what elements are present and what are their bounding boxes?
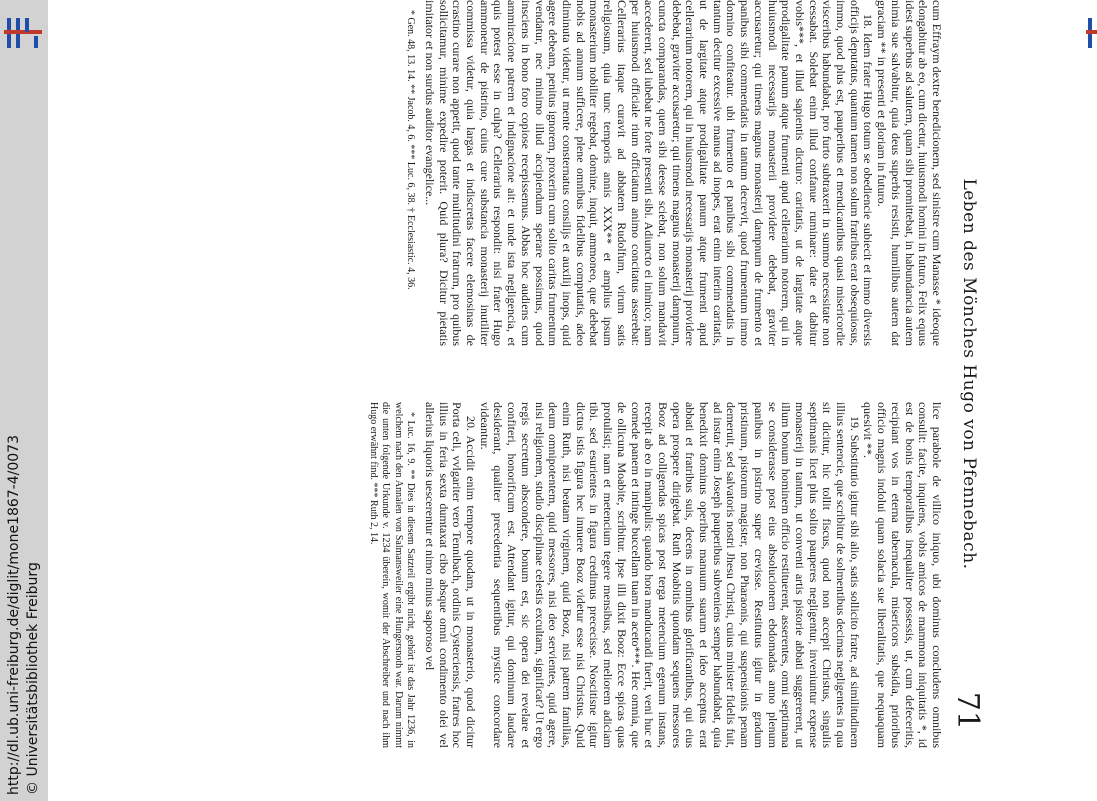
- running-title: Leben des Mönches Hugo von Pfennebach.: [959, 178, 979, 570]
- paragraph: cum Effraym dextre benedicionem, sed sinistre cum Manasse * ideoque elongabitur ab eo, cum dicetur, huiusmodi homini in futuro. Felix equus idest superbus ad salutem, quam sibi promittebat, in habundancia autem nimia sue salvabitur, quia deus superbis resistit, humilibus autem dat graciam ** in presenti et gloriam in futuro.: [875, 0, 944, 346]
- footnotes: [366, 402, 416, 748]
- scanned-page: [147, 0, 987, 748]
- column-body: [422, 402, 943, 748]
- source-url[interactable]: http://dl.ub.uni-freiburg.de/diglit/mone1867-4/0073: [6, 435, 22, 795]
- paragraph: 20. Accidit enim tempore quodam, ut in monasterio, quod dicitur Porta celi, vvlgariter vero Tennibach, ordinis Cysterciensis, fratres hoc illius in feria sexta dumtaxat cibo absque omni condimento olei vel allerius liquoris uescerentur et nimo minus saporoso vel: [422, 402, 479, 748]
- source-stamp: [0, 0, 48, 801]
- running-header: [947, 0, 987, 748]
- text-column-left: [404, 0, 943, 346]
- footnotes: [404, 0, 417, 346]
- text-column-right: [366, 402, 943, 748]
- library-logo-edge-icon: [1086, 14, 1097, 52]
- footnote: * Luc. 16, 9. ** Dies in diesem Satzteil ergibt nicht, gehört ist das Jahr 1236, in welchem nach den Annalen von Salmansweiler eine Hungersnoth war. Darum nimmt die unten folgende Urkunde v. 1234 überein, womit der Abschreiber und nach ihm Hugo erwähnt find. *** Ruth 2, 14.: [367, 402, 417, 748]
- copyright-notice: © Universitätsbibliothek Freiburg: [25, 562, 41, 795]
- page-number: 71: [950, 691, 985, 730]
- column-body: [422, 0, 943, 346]
- paragraph: lice parabole de villico iniquo, ubi dominus concludens omnibus consulit: facite, inquiens, vobis amicos de mammona iniquitatis *, id est de bonis temporalibus inequaliter possessis, ut, cum defeceritis, recipiant vos in eterna tabernacula, misericors subsidia, prioribus officio magnis indolui quam solacia sue liberalitatis, que nequaquam quesivit **.: [861, 402, 944, 748]
- left-sidebar: [0, 0, 48, 801]
- paragraph: 18. Idem frater Hugo totum se obediencie subiecit et immo diversis officijs deputatus, quantum tamen non solum fratribus erat obsequiosus, immo, quod plus est, pauperibus et mendicantibus quasi misericordie visceribus habundabat, pro furto subtraxerit in summo necessitate non cessabat. Solebat enim illud confanue ruminare: date et dabitur vobis***, et illud sapientis dicturo: caritatis, ut de largitate atque prodigalitate panum atque frumenti apud cellerarium notorem, qui in huiusmodi necessarijs monasterii providere debebat, graviter accusaretur; qui timens magnus monasterij dampnum de frumento et panibus sibi commendatis in tantum decrevit, quod frumentum immo domino confiteatur. ubi frumento et panibus sibi commendatis in tantum decitur excessive manus ad inopes, erat enim interim caritatis, ut de largitate atque prodigalitate panum atque frumenti apud cellerarium notorem, qui in huiusmodi necessarijs monasterij providere debebat, graviter accusaretur; qui timens magnus monasterij dampnum, cuncta comparandas, quem sibi deesse sciebat, non solum mandavit accederent, sed iubebat ne forte presenti sibi. Adiuncto ei inimico; nam per huiusmodi officiale rium officiatum animo concitatus asserebat: Cellerarius itaque curavit ad abbatem Rudolfum, virum satis religiosum, quia tunc temporis annis XXX** et amplius ipsum monasterium nobiliter regebat, domine, inquit, ammoneo, que debebat nobis ad annum sufficere, plene omnibus fidelibus computatis, adeo diminuta videtur, ut mente consternatus consilijs et auxilij inops, quid agere debeam, penitus ignorem, proxerim cum solito caritas frumentum vendatur, nec minimo illud accipiendum sperare possimus, quod insciens in bono foro copiose recepissemus. Abbas hoc audiens cum ammiracione patrem et indignacione ait: et unde ista negligencia, et quis potest esse in culpa? Cellerarius respondit: nisi frater Hugo ammonetur de pistrino, cuius cure substancia monasterij inutiliter commissa videtur, quia largas et indiscretas facerе elemosinas de crastino curare non appetit, quod tante multitudini fratrum, pro quibus sollicitamur, minime expedire poterit. Quid plura? Dicitur pietatis imitator et non surdus auditor evangelice...: [422, 0, 876, 346]
- footnote: * Gen. 48, 13. 14. ** Jacob. 4, 6. *** Luc. 6, 38. † Ecclesiastic. 4, 36.: [405, 10, 417, 290]
- paragraph: 19. Substitutio igitur sibi alio, satis sollicito fratre, ad similitudinem illius sentencie, que scribitur de solmentibus decimas negligentes in qua sit dicitur, hic tollit fiscus, quod non accepit Christus, singulis septimanis licet plus solito pauperes negligentur, inveniuntur expense monasterij in tantum, ut conventi artis pistorie abbati suggererent, ut illum bonum hominem officio restituerent, asserentes, omni septimana se considerasse post eius absolucionem ebdomadas anno plenum panibus in pistrino super crevisse. Restitutus igitur in gradum pristinum, pistorum magister, non Pharaonis, qui suspensionis penam demeruit, sed salvatoris nostri Jhesu Christi, cuius minister fidelis fuit, ad instar enim Joseph pauperibus subveniens semper habundabat, quia benedixit dominus operibus manuum suarum et ideo acceptus erat abbati et fratribus suis, decens in omnibus glorificantibus, qui eius opera prospere dirigebat. Ruth Moabitis quondam sequens messores Booz ad colligendas spicas post terga metencium egenum instans, recepit ab eo in manipulis: quando hora manducandi fuerit, veni huc et comede panem et intinge buccellam tuam in aceto***. Hec omnia, que de ollicuna Moabite, scribitur. Ipse illi dixit Booz: Ecce spicas quas protulisti; nam et metencium tegere mensibus, sed meliorem adiciam tibi. sed esurientes in figura credimus prececisse. Noscitisne igitur dictus istis figura hec innuere Booz videtur esse nisi Christus. Quid enim Ruth, nisi beatam virginem, quid Booz, nisi patrem familias, deum omnipotentem, quid messores, nisi deo servientes, quid agere, nisi religionem, studio disciplinae celestis excultam, significat? Ut ergo regis secretum abscondere, bonum est, sic opera dei revelare et confiteri, honorificum est. Attendant igitur, qui dominum laudare desiderant, qualiter precedentia sequentibus mystice concordare videantur.: [477, 402, 862, 748]
